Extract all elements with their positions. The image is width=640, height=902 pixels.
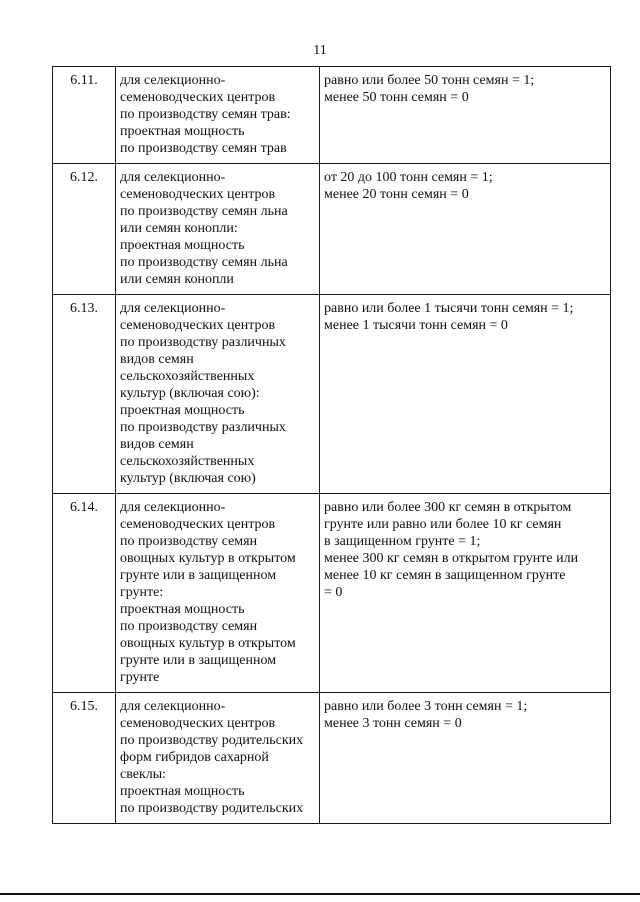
table-row — [53, 295, 611, 494]
condition-line: равно или более 50 тонн семян = 1; — [324, 73, 535, 88]
row-description — [116, 494, 320, 693]
condition-line: в защищенном грунте = 1; — [324, 534, 481, 549]
description-line: видов семян — [120, 352, 194, 367]
description-line: проектная мощность — [120, 784, 245, 799]
description-line: проектная мощность — [120, 602, 245, 617]
condition-line: менее 1 тысячи тонн семян = 0 — [324, 318, 508, 333]
description-line: сельскохозяйственных — [120, 369, 255, 384]
row-condition — [320, 693, 611, 824]
description-line: семеноводческих центров — [120, 716, 276, 731]
description-line: форм гибридов сахарной — [120, 750, 269, 765]
condition-line: от 20 до 100 тонн семян = 1; — [324, 170, 493, 185]
condition-line: менее 10 кг семян в защищенном грунте — [324, 568, 566, 583]
description-line: по производству семян льна — [120, 204, 288, 219]
description-line: по производству различных — [120, 420, 286, 435]
description-line: культур (включая сою) — [120, 471, 256, 486]
description-line: проектная мощность — [120, 238, 245, 253]
row-description — [116, 164, 320, 295]
condition-line: менее 20 тонн семян = 0 — [324, 187, 469, 202]
description-line: по производству семян — [120, 619, 258, 634]
row-condition — [320, 494, 611, 693]
description-line: по производству семян трав — [120, 141, 287, 156]
description-line: семеноводческих центров — [120, 187, 276, 202]
row-number: 6.13. — [53, 295, 116, 494]
description-line: овощных культур в открытом — [120, 551, 296, 566]
table-row — [53, 494, 611, 693]
row-number: 6.14. — [53, 494, 116, 693]
description-line: или семян конопли: — [120, 221, 238, 236]
condition-line: равно или более 300 кг семян в открытом — [324, 500, 572, 515]
condition-line: равно или более 1 тысячи тонн семян = 1; — [324, 301, 574, 316]
description-line: проектная мощность — [120, 403, 245, 418]
description-line: семеноводческих центров — [120, 517, 276, 532]
description-line: для селекционно- — [120, 73, 226, 88]
description-line: для селекционно- — [120, 500, 226, 515]
description-line: грунте: — [120, 585, 164, 600]
row-description — [116, 67, 320, 164]
row-number: 6.12. — [53, 164, 116, 295]
description-line: видов семян — [120, 437, 194, 452]
description-line: или семян конопли — [120, 272, 234, 287]
description-line: по производству семян трав: — [120, 107, 291, 122]
description-line: для селекционно- — [120, 170, 226, 185]
row-condition — [320, 295, 611, 494]
description-line: по производству родительских — [120, 733, 304, 748]
description-line: по производству семян льна — [120, 255, 288, 270]
condition-line: грунте или равно или более 10 кг семян — [324, 517, 562, 532]
table-row — [53, 164, 611, 295]
condition-line: менее 3 тонн семян = 0 — [324, 716, 462, 731]
description-line: проектная мощность — [120, 124, 245, 139]
description-line: свеклы: — [120, 767, 167, 782]
description-line: сельскохозяйственных — [120, 454, 255, 469]
page-number: 11 — [313, 43, 327, 58]
description-line: семеноводческих центров — [120, 318, 276, 333]
table-row — [53, 67, 611, 164]
row-description — [116, 693, 320, 824]
description-line: для селекционно- — [120, 301, 226, 316]
condition-line: менее 300 кг семян в открытом грунте или — [324, 551, 579, 566]
row-description — [116, 295, 320, 494]
description-line: по производству различных — [120, 335, 286, 350]
row-number: 6.15. — [53, 693, 116, 824]
row-condition — [320, 67, 611, 164]
description-line: культур (включая сою): — [120, 386, 260, 401]
row-condition — [320, 164, 611, 295]
description-line: грунте или в защищенном — [120, 568, 277, 583]
description-line: грунте или в защищенном — [120, 653, 277, 668]
condition-line: = 0 — [324, 585, 343, 600]
condition-line: равно или более 3 тонн семян = 1; — [324, 699, 528, 714]
table-body — [53, 67, 611, 824]
description-line: по производству родительских — [120, 801, 304, 816]
criteria-table — [52, 66, 611, 824]
description-line: овощных культур в открытом — [120, 636, 296, 651]
condition-line: менее 50 тонн семян = 0 — [324, 90, 469, 105]
table-row — [53, 693, 611, 824]
description-line: для селекционно- — [120, 699, 226, 714]
description-line: грунте — [120, 670, 160, 685]
description-line: по производству семян — [120, 534, 258, 549]
bottom-rule — [0, 893, 640, 895]
description-line: семеноводческих центров — [120, 90, 276, 105]
row-number: 6.11. — [53, 67, 116, 164]
